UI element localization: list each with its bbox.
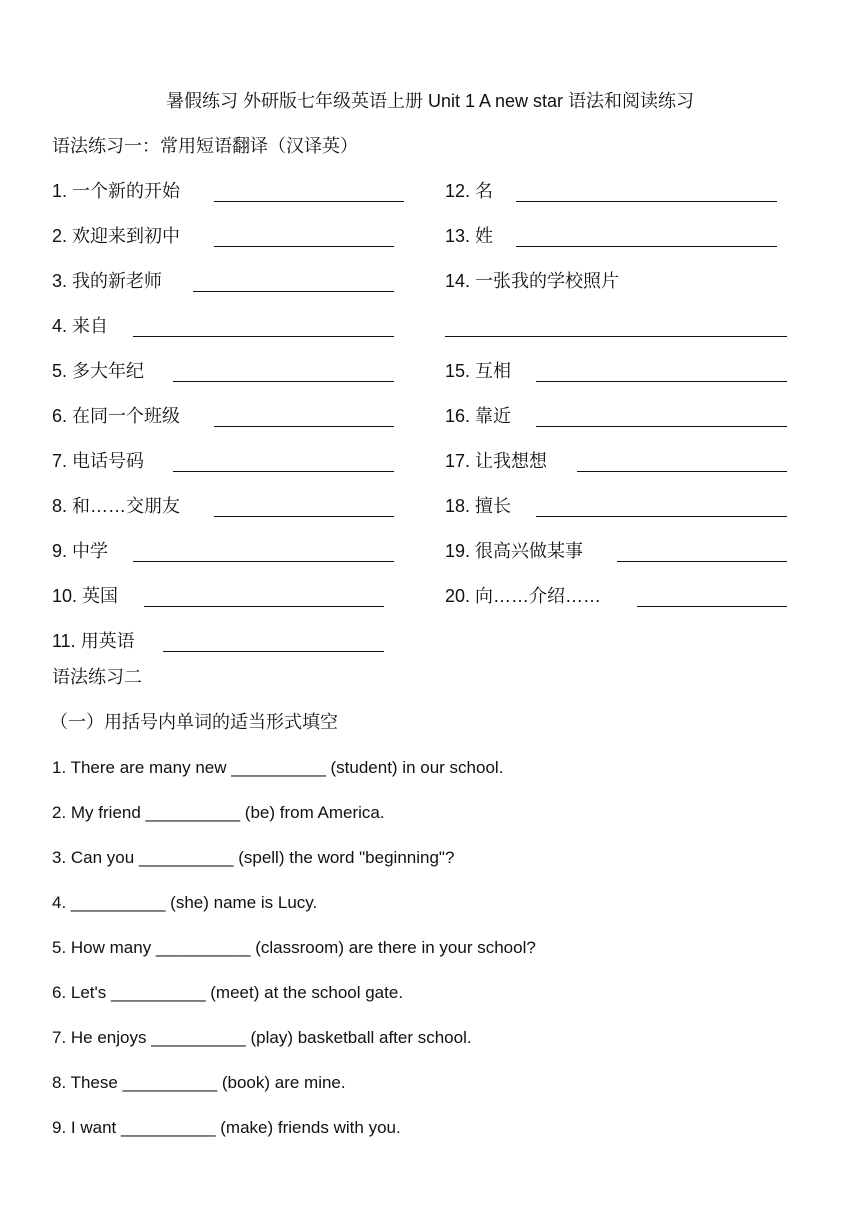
phrase-item: 8. 和……交朋友: [52, 496, 181, 516]
answer-blank[interactable]: [133, 336, 394, 337]
phrase-item: 7. 电话号码: [52, 451, 145, 471]
answer-blank[interactable]: [214, 201, 404, 202]
answer-blank[interactable]: [193, 291, 394, 292]
phrase-item: 2. 欢迎来到初中: [52, 226, 181, 246]
phrase-item: 9. 中学: [52, 541, 109, 561]
phrase-item: 13. 姓: [445, 226, 494, 246]
answer-blank[interactable]: [536, 381, 787, 382]
answer-blank[interactable]: [133, 561, 394, 562]
fill-in-sentence: 9. I want __________ (make) friends with you.: [52, 1118, 401, 1137]
section2-subheading: （一）用括号内单词的适当形式填空: [50, 712, 338, 732]
section2-heading: 语法练习二: [52, 667, 142, 687]
phrase-item: 6. 在同一个班级: [52, 406, 181, 426]
answer-blank[interactable]: [617, 561, 787, 562]
phrase-item: 18. 擅长: [445, 496, 512, 516]
answer-blank[interactable]: [577, 471, 787, 472]
answer-blank[interactable]: [445, 336, 787, 337]
phrase-item: 5. 多大年纪: [52, 361, 145, 381]
phrase-item: 3. 我的新老师: [52, 271, 163, 291]
phrase-item: 14. 一张我的学校照片: [445, 271, 620, 291]
phrase-item: 19. 很高兴做某事: [445, 541, 584, 561]
phrase-item: 11. 用英语: [52, 631, 135, 651]
answer-blank[interactable]: [173, 471, 394, 472]
fill-in-sentence: 7. He enjoys __________ (play) basketball after school.: [52, 1028, 472, 1047]
phrase-item: 17. 让我想想: [445, 451, 548, 471]
fill-in-sentence: 3. Can you __________ (spell) the word "beginning"?: [52, 848, 455, 867]
phrase-item: 20. 向……介绍……: [445, 586, 602, 606]
phrase-item: 4. 来自: [52, 316, 109, 336]
phrase-item: 16. 靠近: [445, 406, 512, 426]
fill-in-sentence: 6. Let's __________ (meet) at the school gate.: [52, 983, 404, 1002]
answer-blank[interactable]: [637, 606, 787, 607]
answer-blank[interactable]: [214, 516, 394, 517]
answer-blank[interactable]: [144, 606, 384, 607]
fill-in-sentence: 4. __________ (she) name is Lucy.: [52, 893, 318, 912]
fill-in-sentence: 8. These __________ (book) are mine.: [52, 1073, 346, 1092]
answer-blank[interactable]: [516, 246, 777, 247]
fill-in-sentence: 1. There are many new __________ (student) in our school.: [52, 758, 504, 777]
phrase-item: 12. 名: [445, 181, 494, 201]
answer-blank[interactable]: [214, 246, 394, 247]
section1-heading: 语法练习一：常用短语翻译（汉译英）: [52, 136, 358, 156]
answer-blank[interactable]: [536, 516, 787, 517]
answer-blank[interactable]: [163, 651, 384, 652]
phrase-item: 10. 英国: [52, 586, 119, 606]
fill-in-sentence: 2. My friend __________ (be) from America.: [52, 803, 385, 822]
answer-blank[interactable]: [214, 426, 394, 427]
fill-in-sentence: 5. How many __________ (classroom) are there in your school?: [52, 938, 536, 957]
phrase-item: 1. 一个新的开始: [52, 181, 181, 201]
phrase-item: 15. 互相: [445, 361, 512, 381]
answer-blank[interactable]: [516, 201, 777, 202]
answer-blank[interactable]: [536, 426, 787, 427]
worksheet-title: 暑假练习 外研版七年级英语上册 Unit 1 A new star 语法和阅读练习: [165, 91, 695, 111]
answer-blank[interactable]: [173, 381, 394, 382]
